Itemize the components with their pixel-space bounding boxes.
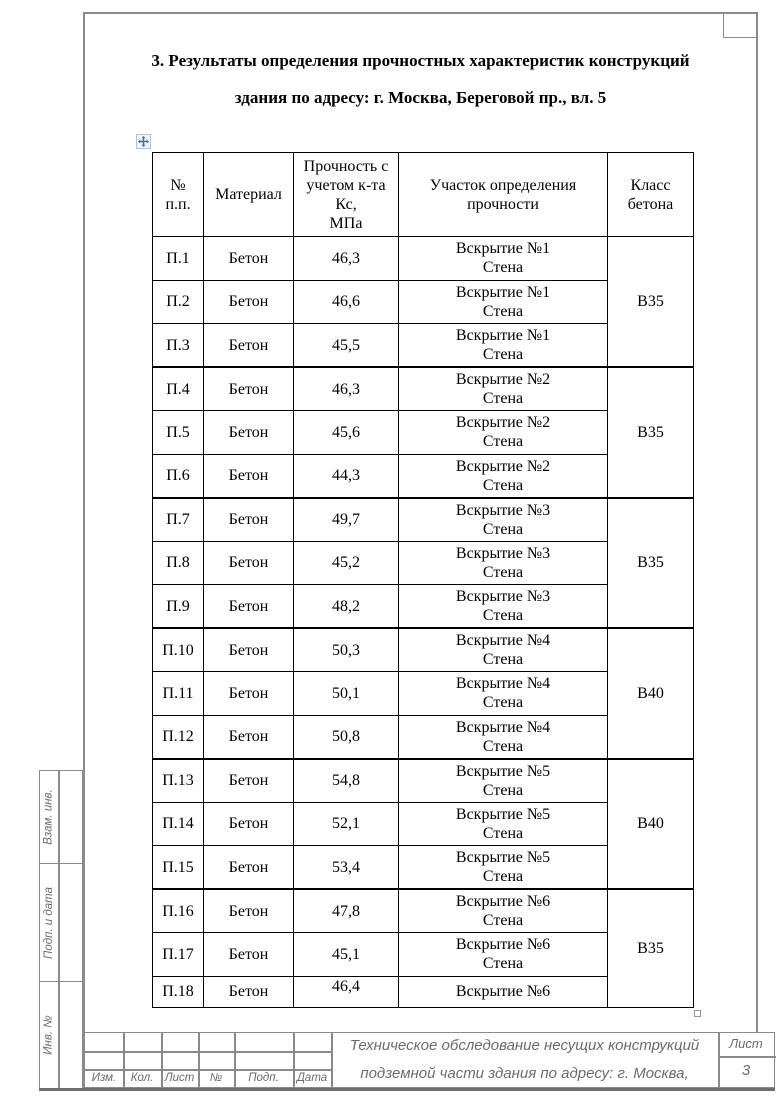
location-cell: Вскрытие №2 Стена	[399, 411, 608, 455]
location-cell: Вскрытие №3 Стена	[399, 541, 608, 585]
strength-results-table	[152, 152, 694, 1008]
strength-cell: 53,4	[294, 846, 399, 890]
strength-cell: 44,3	[294, 454, 399, 498]
page-title-line2: здания по адресу: г. Москва, Береговой пр., вл. 5	[234, 88, 607, 107]
strength-cell: 46,3	[294, 367, 399, 411]
table-row	[153, 628, 694, 672]
strength-cell: 45,2	[294, 541, 399, 585]
four-way-arrow-icon	[138, 136, 149, 147]
location-cell: Вскрытие №1 Стена	[399, 280, 608, 324]
header-cell-class: Класс бетона	[608, 153, 694, 237]
concrete-class-cell: В35	[608, 367, 694, 498]
location-cell: Вскрытие №6	[399, 976, 608, 1007]
side-box-divider	[58, 982, 60, 1088]
material-cell: Бетон	[204, 672, 294, 716]
stamp-label-list: Лист	[164, 1072, 195, 1084]
material-cell: Бетон	[204, 541, 294, 585]
header-cell-num: № п.п.	[153, 153, 204, 237]
material-cell: Бетон	[204, 933, 294, 977]
row-number-cell: П.8	[153, 541, 204, 585]
stamp-sheet-number: 3	[741, 1062, 751, 1079]
location-cell: Вскрытие №1 Стена	[399, 237, 608, 281]
row-number-cell: П.17	[153, 933, 204, 977]
row-number-cell: П.5	[153, 411, 204, 455]
strength-cell: 46,6	[294, 280, 399, 324]
concrete-class-cell: В35	[608, 889, 694, 1007]
table-header-row	[153, 153, 694, 237]
location-cell: Вскрытие №2 Стена	[399, 367, 608, 411]
concrete-class-cell: В40	[608, 759, 694, 890]
header-cell-material: Материал	[204, 153, 294, 237]
location-cell: Вскрытие №5 Стена	[399, 846, 608, 890]
material-cell: Бетон	[204, 280, 294, 324]
row-number-cell: П.15	[153, 846, 204, 890]
material-cell: Бетон	[204, 846, 294, 890]
strength-cell: 46,4	[294, 976, 399, 1007]
location-cell: Вскрытие №2 Стена	[399, 454, 608, 498]
stamp-sheet-label: Лист	[729, 1036, 763, 1051]
frame-corner-box	[723, 13, 757, 38]
stamp-label-kol: Кол.	[130, 1072, 154, 1084]
location-cell: Вскрытие №6 Стена	[399, 933, 608, 977]
location-cell: Вскрытие №4 Стена	[399, 715, 608, 759]
table-resize-handle[interactable]	[694, 1010, 701, 1017]
header-cell-strength: Прочность с учетом к-та Кс, МПа	[294, 153, 399, 237]
frame-line-right	[756, 12, 758, 1032]
strength-cell: 49,7	[294, 498, 399, 542]
location-cell: Вскрытие №3 Стена	[399, 498, 608, 542]
row-number-cell: П.12	[153, 715, 204, 759]
stamp-label-data: Дата	[296, 1072, 328, 1084]
side-label-inv-num: Инв. №	[43, 1015, 55, 1055]
material-cell: Бетон	[204, 237, 294, 281]
location-cell: Вскрытие №6 Стена	[399, 889, 608, 933]
strength-cell: 52,1	[294, 802, 399, 846]
frame-line-top	[83, 12, 758, 14]
header-cell-location: Участок определения прочности	[399, 153, 608, 237]
row-number-cell: П.1	[153, 237, 204, 281]
grid-line	[718, 1056, 776, 1058]
material-cell: Бетон	[204, 802, 294, 846]
material-cell: Бетон	[204, 976, 294, 1007]
table-row	[153, 759, 694, 803]
strength-cell: 50,1	[294, 672, 399, 716]
row-number-cell: П.11	[153, 672, 204, 716]
side-box-podp-data	[39, 863, 83, 982]
frame-line-bottom-heavy	[39, 1088, 775, 1091]
material-cell: Бетон	[204, 367, 294, 411]
strength-cell: 50,8	[294, 715, 399, 759]
side-box-vzam-inv	[39, 770, 83, 864]
side-label-vzam-inv: Взам. инв.	[43, 789, 56, 845]
row-number-cell: П.9	[153, 585, 204, 629]
title-block	[84, 1032, 775, 1088]
material-cell: Бетон	[204, 454, 294, 498]
frame-line-left	[83, 12, 85, 1089]
strength-cell: 47,8	[294, 889, 399, 933]
strength-cell: 54,8	[294, 759, 399, 803]
strength-cell: 48,2	[294, 585, 399, 629]
row-number-cell: П.2	[153, 280, 204, 324]
page-title	[83, 50, 758, 109]
row-number-cell: П.7	[153, 498, 204, 542]
grid-line	[85, 1051, 331, 1053]
location-cell: Вскрытие №5 Стена	[399, 759, 608, 803]
location-cell: Вскрытие №3 Стена	[399, 585, 608, 629]
stamp-label-num: №	[209, 1072, 223, 1084]
concrete-class-cell: В40	[608, 628, 694, 759]
table-row	[153, 498, 694, 542]
concrete-class-cell: В35	[608, 498, 694, 629]
stamp-doc-title-line2: подземной части здания по адресу: г. Москва,	[360, 1065, 689, 1082]
stamp-label-podp: Подп.	[248, 1072, 279, 1084]
location-cell: Вскрытие №5 Стена	[399, 802, 608, 846]
stamp-label-izm: Изм.	[91, 1072, 117, 1084]
row-number-cell: П.14	[153, 802, 204, 846]
side-label-podp-data: Подп. и дата	[43, 886, 55, 959]
row-number-cell: П.10	[153, 628, 204, 672]
row-number-cell: П.4	[153, 367, 204, 411]
material-cell: Бетон	[204, 498, 294, 542]
strength-cell: 45,5	[294, 324, 399, 368]
row-number-cell: П.6	[153, 454, 204, 498]
material-cell: Бетон	[204, 715, 294, 759]
stamp-doc-title-line1: Техническое обследование несущих конструкций	[349, 1037, 700, 1054]
location-cell: Вскрытие №4 Стена	[399, 628, 608, 672]
row-number-cell: П.16	[153, 889, 204, 933]
material-cell: Бетон	[204, 628, 294, 672]
row-number-cell: П.18	[153, 976, 204, 1007]
strength-cell: 46,3	[294, 237, 399, 281]
table-row	[153, 367, 694, 411]
material-cell: Бетон	[204, 889, 294, 933]
table-row	[153, 889, 694, 933]
page-title-line1: 3. Результаты определения прочностных характеристик конструкций	[151, 51, 690, 70]
table-move-handle[interactable]	[136, 134, 151, 149]
concrete-class-cell: В35	[608, 237, 694, 368]
strength-cell: 45,1	[294, 933, 399, 977]
row-number-cell: П.13	[153, 759, 204, 803]
row-number-cell: П.3	[153, 324, 204, 368]
material-cell: Бетон	[204, 759, 294, 803]
material-cell: Бетон	[204, 585, 294, 629]
location-cell: Вскрытие №1 Стена	[399, 324, 608, 368]
side-box-divider	[58, 864, 60, 981]
location-cell: Вскрытие №4 Стена	[399, 672, 608, 716]
strength-cell: 50,3	[294, 628, 399, 672]
side-box-divider	[58, 771, 60, 863]
side-box-inv-num	[39, 981, 83, 1089]
table-row	[153, 237, 694, 281]
material-cell: Бетон	[204, 411, 294, 455]
strength-cell: 45,6	[294, 411, 399, 455]
material-cell: Бетон	[204, 324, 294, 368]
